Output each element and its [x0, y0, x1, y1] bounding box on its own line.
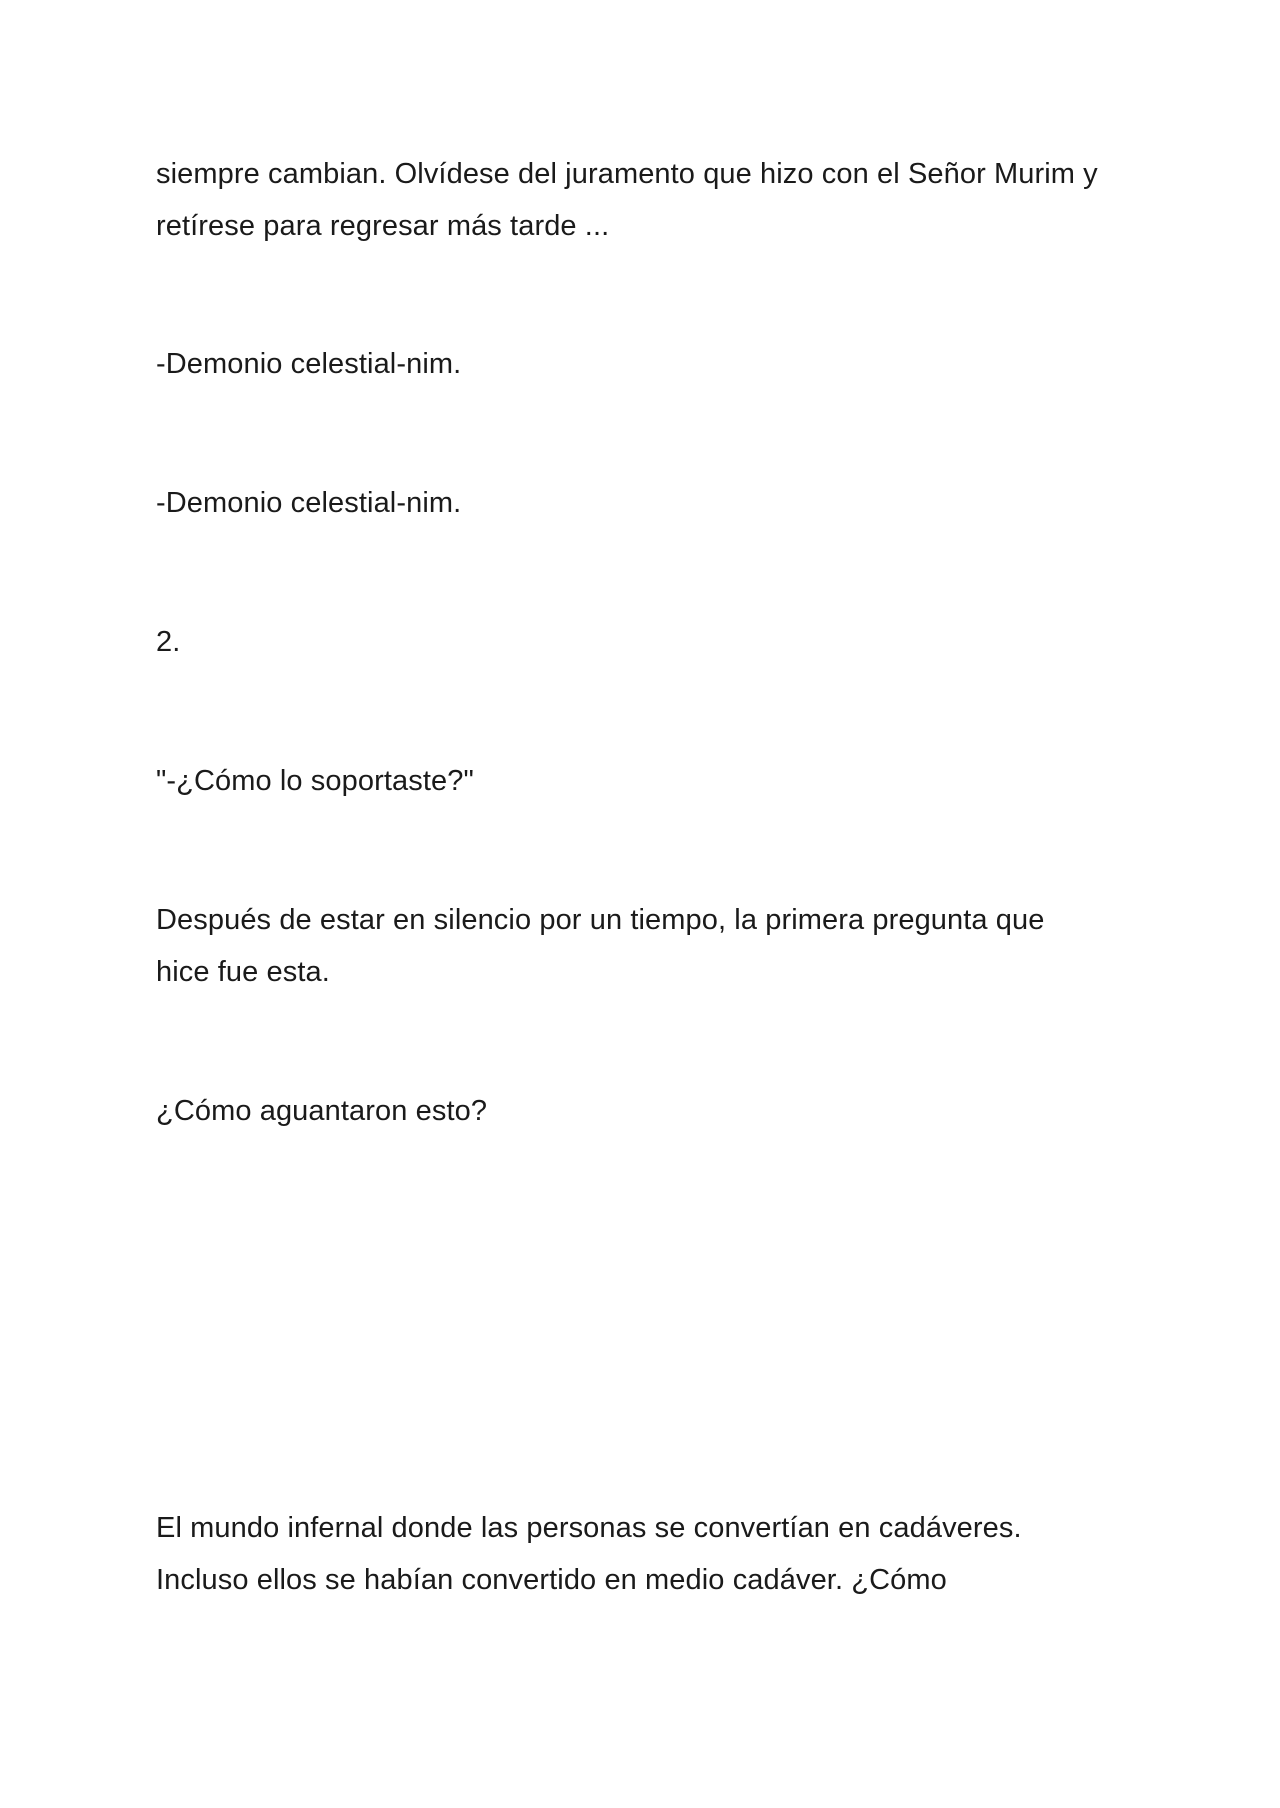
text-line: -Demonio celestial-nim.: [156, 348, 462, 380]
text-line: siempre cambian. Olvídese del juramento que hizo con el Señor Murim y: [156, 158, 1098, 190]
text-line: "-¿Cómo lo soportaste?": [156, 765, 474, 797]
text-line: -Demonio celestial-nim.: [156, 487, 462, 519]
text-line: hice fue esta.: [156, 956, 330, 988]
text-line: ¿Cómo aguantaron esto?: [156, 1095, 488, 1127]
section-number: 2.: [156, 626, 181, 658]
text-line: Incluso ellos se habían convertido en medio cadáver. ¿Cómo: [156, 1564, 947, 1596]
text-line: Después de estar en silencio por un tiempo, la primera pregunta que: [156, 904, 1045, 936]
text-line: El mundo infernal donde las personas se convertían en cadáveres.: [156, 1512, 1022, 1544]
text-line: retírese para regresar más tarde ...: [156, 210, 610, 242]
